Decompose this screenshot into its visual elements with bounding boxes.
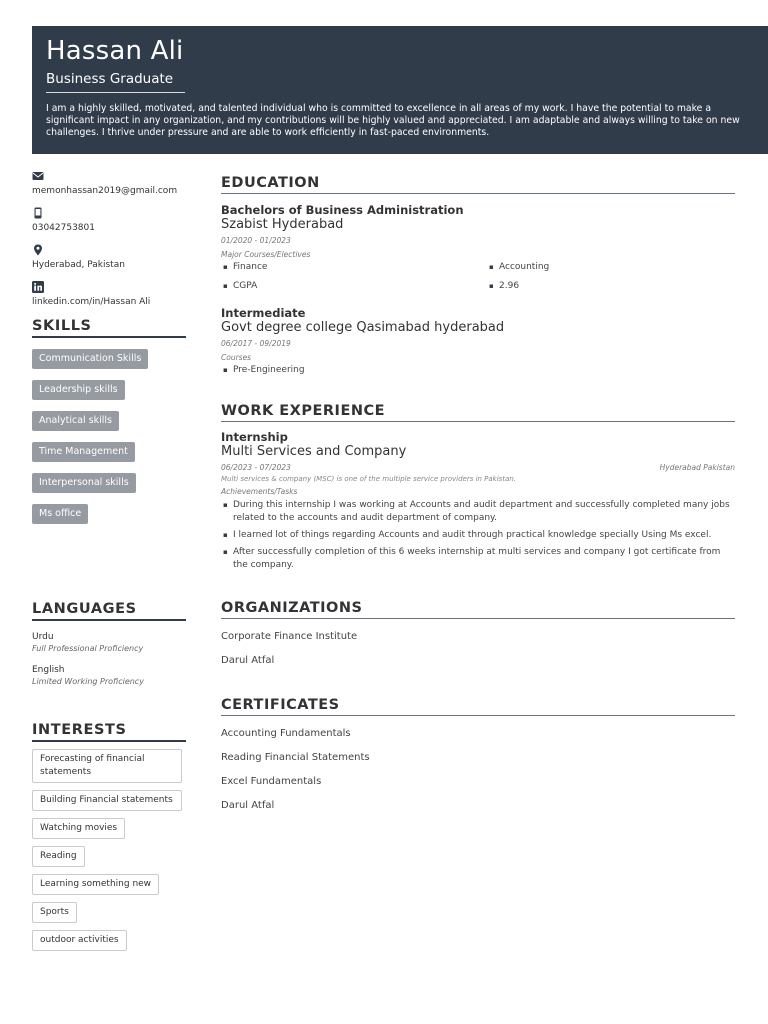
main-column — [221, 175, 735, 812]
resume-header — [32, 26, 768, 154]
contact-email[interactable] — [32, 170, 186, 196]
school-name: Szabist Hyderabad — [221, 217, 344, 232]
interest-tag: Watching movies — [32, 818, 125, 839]
certificate-item: Darul Atfal — [221, 800, 275, 811]
course-item: ▪ Finance — [221, 261, 487, 274]
job-meta — [221, 460, 735, 474]
language-item — [32, 665, 186, 687]
language-name: English — [32, 665, 65, 675]
certificate-item: Accounting Fundamentals — [221, 728, 351, 739]
education-dates: 01/2020 - 01/2023 — [221, 236, 291, 245]
sidebar — [32, 170, 186, 524]
company-name: Multi Services and Company — [221, 444, 407, 459]
skill-tag: Analytical skills — [32, 411, 119, 431]
work-heading: WORK EXPERIENCE — [221, 403, 735, 422]
certificate-item: Reading Financial Statements — [221, 752, 370, 763]
skill-tag: Ms office — [32, 504, 88, 524]
job-location: Hyderabad Pakistan — [659, 463, 735, 472]
education-dates: 06/2017 - 09/2019 — [221, 339, 291, 348]
interests-heading: INTERESTS — [32, 722, 186, 742]
achievements-label: Achievements/Tasks — [221, 487, 298, 496]
degree-title: Bachelors of Business Administration — [221, 203, 464, 217]
achievements-list — [221, 499, 735, 572]
languages-heading: LANGUAGES — [32, 601, 186, 621]
achievement-item: ▪ During this internship I was working at Accounts and audit department and successfully completed many jobs related to the accounts and audit department of company. — [221, 499, 735, 525]
phone-icon — [32, 207, 44, 219]
interests-section — [32, 722, 186, 951]
contact-phone[interactable] — [32, 207, 186, 233]
courses-label: Major Courses/Electives — [221, 250, 311, 259]
contact-linkedin[interactable] — [32, 281, 186, 307]
language-level: Full Professional Proficiency — [32, 644, 144, 653]
certificate-item: Excel Fundamentals — [221, 776, 322, 787]
work-experience-section — [221, 403, 735, 572]
course-item: ▪ Pre-Engineering — [221, 364, 735, 377]
education-heading: EDUCATION — [221, 175, 735, 194]
language-level: Limited Working Proficiency — [32, 677, 144, 686]
language-item — [32, 632, 186, 654]
skill-tag: Leadership skills — [32, 380, 125, 400]
location-pin-icon — [32, 244, 44, 256]
skills-heading: SKILLS — [32, 318, 186, 338]
interest-tag: Sports — [32, 902, 77, 923]
envelope-icon — [32, 170, 44, 182]
candidate-name: Hassan Ali — [46, 36, 184, 66]
course-item: ▪ CGPA — [221, 280, 487, 293]
organization-item: Corporate Finance Institute — [221, 631, 358, 642]
phone-text: 03042753801 — [32, 223, 95, 233]
interest-tag: Building Financial statements — [32, 790, 182, 811]
skill-tag: Time Management — [32, 442, 135, 462]
candidate-title: Business Graduate — [46, 70, 185, 93]
skills-list — [32, 338, 186, 524]
organizations-heading: ORGANIZATIONS — [221, 600, 735, 619]
courses-grid — [221, 261, 735, 293]
course-item: ▪ Accounting — [487, 261, 727, 274]
linkedin-icon — [32, 281, 44, 293]
course-item: ▪ 2.96 — [487, 280, 727, 293]
certificates-section — [221, 697, 735, 812]
skill-tag: Communication Skills — [32, 349, 148, 369]
email-text: memonhassan2019@gmail.com — [32, 186, 178, 196]
achievement-item: ▪ I learned lot of things regarding Accounts and audit through practical knowledge specially Using Ms excel. — [221, 529, 735, 542]
certificates-heading: CERTIFICATES — [221, 697, 735, 716]
interest-tag: Reading — [32, 846, 85, 867]
job-role: Internship — [221, 430, 288, 444]
language-name: Urdu — [32, 632, 54, 642]
interest-tag: Forecasting of financial statements — [32, 749, 182, 783]
achievement-item: ▪ After successfully completion of this 6 weeks internship at multi services and company I got certificate from the company. — [221, 546, 735, 572]
degree-title: Intermediate — [221, 306, 306, 320]
languages-section — [32, 601, 186, 687]
organizations-section — [221, 600, 735, 667]
school-name: Govt degree college Qasimabad hyderabad — [221, 320, 505, 335]
profile-summary: I am a highly skilled, motivated, and talented individual who is committed to excellence in all areas of my work. I have the potential to make a significant impact in any organization, and my contributions will be highly valued and appreciated. I am adaptable and always willing to take on new challenges. I thrive under pressure and are able to work efficiently in fast-paced environments. — [46, 103, 740, 138]
job-dates: 06/2023 - 07/2023 — [221, 463, 291, 472]
organization-item: Darul Atfal — [221, 655, 275, 666]
location-text: Hyderabad, Pakistan — [32, 260, 125, 270]
education-entry — [221, 203, 735, 293]
interests-list — [32, 742, 186, 951]
skill-tag: Interpersonal skills — [32, 473, 136, 493]
contact-location — [32, 244, 186, 270]
interest-tag: outdoor activities — [32, 930, 127, 951]
education-entry — [221, 306, 735, 377]
linkedin-text: linkedin.com/in/Hassan Ali — [32, 297, 151, 307]
company-description: Multi services & company (MSC) is one of the multiple service providers in Pakistan. — [221, 475, 517, 483]
interest-tag: Learning something new — [32, 874, 159, 895]
courses-label: Courses — [221, 353, 252, 362]
